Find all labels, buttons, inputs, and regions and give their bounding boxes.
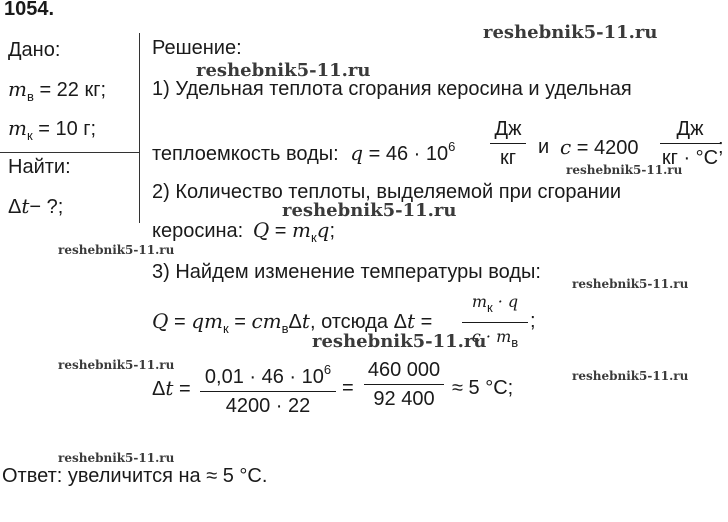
watermark: reshebnik5-11.ru bbox=[572, 277, 689, 291]
find-delta-t: Δt− ?; bbox=[8, 194, 64, 218]
calc-fraction-1: $0,01 \cdot 46 \cdot 10^6$ 4200 · 22 bbox=[200, 358, 336, 418]
problem-number: 1054. bbox=[4, 0, 55, 20]
calc-fraction-2: 460 000 92 400 bbox=[364, 358, 444, 411]
given-heading: Дано: bbox=[8, 39, 61, 61]
calc-equals: = bbox=[342, 377, 354, 399]
solution-heading: Решение: bbox=[152, 37, 242, 59]
step1-semicolon: ; bbox=[718, 136, 724, 158]
calc-delta-label: Δt = bbox=[152, 376, 191, 400]
watermark: reshebnik5-11.ru bbox=[483, 22, 658, 43]
table-divider-horizontal bbox=[0, 152, 139, 153]
given-water-mass: $m_в = 22$ кг; bbox=[8, 77, 107, 104]
step3-delta-fraction: $m_к \cdot q$ $c \cdot m_в$ bbox=[462, 290, 528, 355]
calc-result: ≈ 5 °C; bbox=[452, 377, 514, 399]
watermark: reshebnik5-11.ru bbox=[282, 200, 457, 221]
step2-line2: керосина: $Q = m_кq$; bbox=[152, 218, 336, 245]
step2-line1: 2) Количество теплоты, выделяемой при сгорании bbox=[152, 181, 622, 203]
watermark: reshebnik5-11.ru bbox=[58, 243, 175, 257]
watermark: reshebnik5-11.ru bbox=[58, 451, 175, 465]
step1-line2: теплоемкость воды: $q = 46 \cdot 10^6$ bbox=[152, 139, 456, 165]
find-heading: Найти: bbox=[8, 156, 71, 178]
watermark: reshebnik5-11.ru bbox=[312, 331, 487, 352]
given-kerosene-mass: $m_к = 10$ г; bbox=[8, 116, 97, 143]
step1-and: и bbox=[538, 136, 550, 158]
watermark: reshebnik5-11.ru bbox=[196, 60, 371, 81]
table-divider-vertical bbox=[139, 33, 140, 223]
step3-line1: 3) Найдем изменение температуры воды: bbox=[152, 261, 541, 283]
step1-line1: 1) Удельная теплота сгорания керосина и удельная bbox=[152, 78, 632, 100]
step1-c-value: c = 4200 bbox=[560, 135, 639, 159]
step1-unit2-fraction: Дж кг · °C bbox=[661, 118, 719, 169]
watermark: reshebnik5-11.ru bbox=[566, 163, 683, 177]
answer-line: Ответ: увеличится на ≈ 5 °C. bbox=[2, 465, 268, 487]
step3-semicolon: ; bbox=[530, 310, 536, 332]
watermark: reshebnik5-11.ru bbox=[572, 369, 689, 383]
step1-unit1-fraction: Дж кг bbox=[490, 117, 526, 170]
watermark: reshebnik5-11.ru bbox=[58, 358, 175, 372]
step3-formula: $Q = qm_к = cm_в\Delta t$, отсюда Δt = bbox=[152, 309, 433, 336]
